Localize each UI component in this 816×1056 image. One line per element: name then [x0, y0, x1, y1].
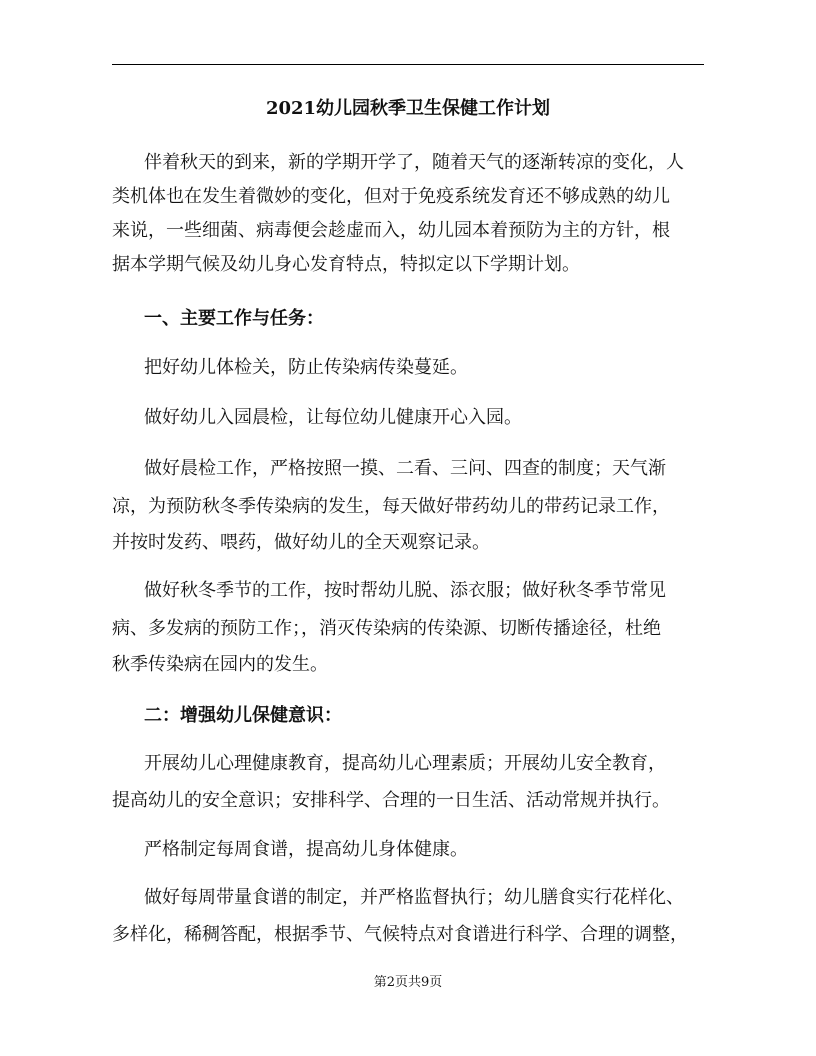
document-title: 2021幼儿园秋季卫生保健工作计划 — [265, 98, 551, 119]
section-heading-2: 二：增强幼儿保健意识： — [144, 705, 342, 726]
header-rule — [112, 64, 704, 65]
page-number: 第2页共9页 — [373, 975, 443, 990]
paragraph-7-line-1: 严格制定每周食谱，提高幼儿身体健康。 — [144, 839, 468, 860]
paragraph-6-line-2: 提高幼儿的安全意识；安排科学、合理的一日生活、活动常规并执行。 — [112, 790, 670, 811]
paragraph-8-line-2: 多样化，稀稠答配，根据季节、气候特点对食谱进行科学、合理的调整， — [112, 924, 688, 945]
paragraph-5-line-1: 做好秋冬季节的工作，按时帮幼儿脱、添衣服；做好秋冬季节常见 — [144, 580, 666, 601]
paragraph-4-line-3: 并按时发药、喂药，做好幼儿的全天观察记录。 — [112, 532, 490, 553]
paragraph-1-line-3: 来说，一些细菌、病毒便会趁虚而入，幼儿园本着预防为主的方针，根 — [112, 220, 670, 241]
paragraph-5-line-3: 秋季传染病在园内的发生。 — [112, 654, 328, 675]
paragraph-3-line-1: 做好幼儿入园晨检，让每位幼儿健康开心入园。 — [144, 407, 522, 428]
paragraph-6-line-1: 开展幼儿心理健康教育，提高幼儿心理素质；开展幼儿安全教育， — [144, 753, 666, 774]
paragraph-1-line-2: 类机体也在发生着微妙的变化，但对于免疫系统发育还不够成熟的幼儿 — [112, 186, 670, 207]
paragraph-5-line-2: 病、多发病的预防工作；，消灭传染病的传染源、切断传播途径，杜绝 — [112, 618, 661, 639]
paragraph-8-line-1: 做好每周带量食谱的制定，并严格监督执行；幼儿膳食实行花样化、 — [144, 887, 684, 908]
paragraph-1-line-4: 据本学期气候及幼儿身心发育特点，特拟定以下学期计划。 — [112, 254, 580, 275]
paragraph-1-line-1: 伴着秋天的到来，新的学期开学了，随着天气的逐渐转凉的变化，人 — [144, 152, 684, 173]
paragraph-4-line-1: 做好晨检工作，严格按照一摸、二看、三问、四查的制度；天气渐 — [144, 458, 666, 479]
paragraph-2-line-1: 把好幼儿体检关，防止传染病传染蔓延。 — [144, 357, 468, 378]
section-heading-1: 一、主要工作与任务： — [144, 308, 324, 329]
paragraph-4-line-2: 凉，为预防秋冬季传染病的发生，每天做好带药幼儿的带药记录工作， — [112, 496, 670, 517]
